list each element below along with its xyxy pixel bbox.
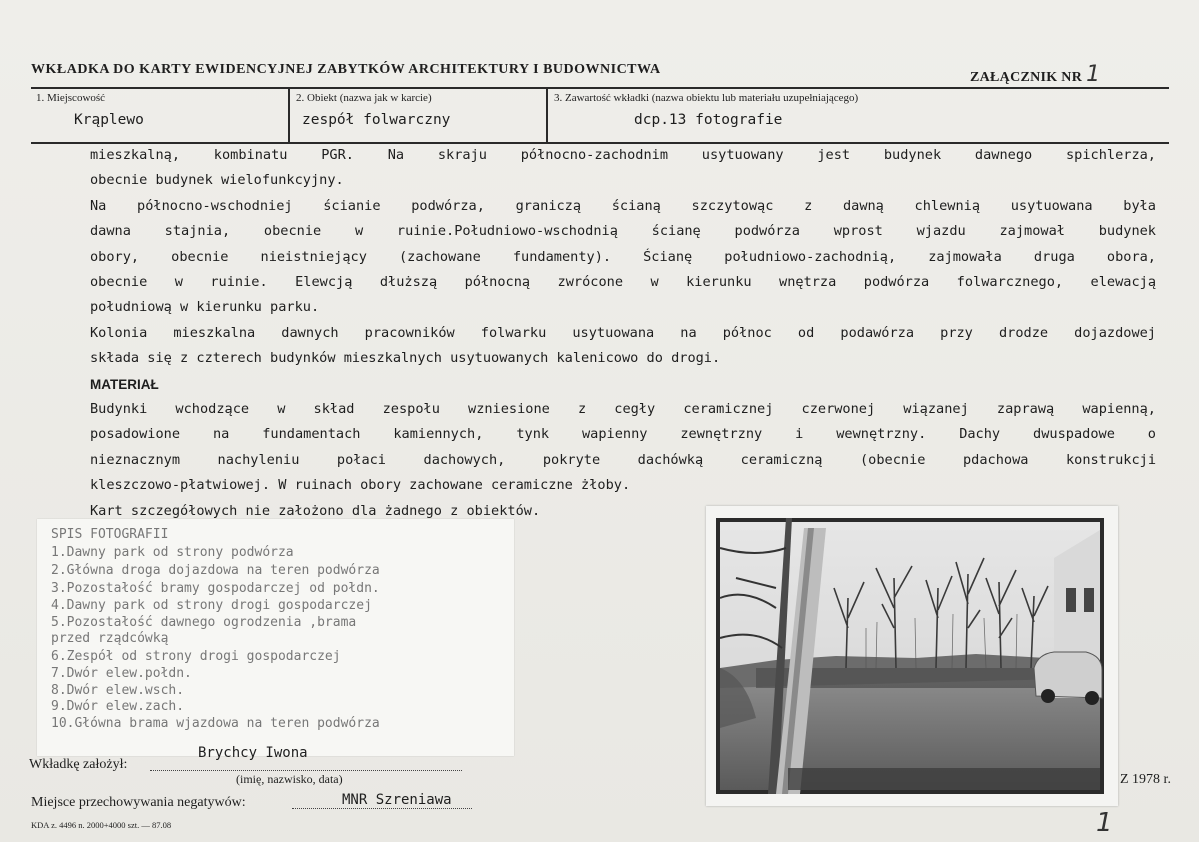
body-line: Na północno-wschodniej ścianie podwórza, graniczą ścianą szczytowąc z dawną chlewnią usytuowana była [90, 197, 1156, 214]
photo-list-slip [37, 519, 514, 756]
photo-list-item: 7.Dwór elew.połdn. [51, 666, 192, 681]
print-footer: KDA z. 4496 n. 2000+4000 szt. — 87.08 [31, 820, 172, 830]
body-line: mieszkalną, kombinatu PGR. Na skraju północno-zachodnim usytuowany jest budynek dawnego spichlerza, [90, 147, 1156, 163]
locality-value: Krąplewo [74, 112, 144, 128]
body-line: Kolonia mieszkalna dawnych pracowników folwarku usytuowana na północ od podawórza przy drodze dojazdowej [90, 324, 1156, 341]
founder-dotted-line [150, 770, 462, 771]
header-top-rule [31, 87, 1169, 89]
photo-list-item: 8.Dwór elew.wsch. [51, 683, 185, 698]
annex-number: 1 [1086, 62, 1101, 87]
cell-divider-1 [288, 87, 290, 143]
storage-label: Miejsce przechowywania negatywów: [31, 795, 246, 810]
photo-list-title: SPIS FOTOGRAFII [51, 527, 169, 542]
body-line: obecnie w ruinie. Elewcją dłuższą północną zwrócone w kierunku wnętrza podwórza folwarcznego, elewacją [90, 274, 1156, 291]
photo-list-item: 10.Główna brama wjazdowa na teren podwórza [51, 716, 380, 731]
storage-value: MNR Szreniawa [342, 792, 452, 808]
object-label: 2. Obiekt (nazwa jak w karcie) [296, 92, 432, 104]
body-line: kleszczowo-płatwiowej. W ruinach obory zachowane ceramiczne żłoby. [90, 477, 631, 494]
page-mark: 1 [1096, 808, 1113, 838]
body-line: obecnie budynek wielofunkcyjny. [90, 172, 344, 189]
founder-name: Brychcy Iwona [198, 745, 308, 761]
body-line: nieznacznym nachyleniu połaci dachowych, pokryte dachówką ceramiczną (obecnie pdachowa konstrukcji [90, 451, 1156, 468]
body-line: Kart szczegółowych nie założono dla żadnego z obiektów. [90, 502, 541, 519]
body-line: obory, obecnie nieistniejący (zachowane fundamenty). Ścianę południowo-zachodnią, zajmowała druga obora, [90, 248, 1156, 265]
founder-hint: (imię, nazwisko, data) [236, 772, 343, 786]
content-value: dcp.13 fotografie [634, 112, 783, 128]
material-heading: MATERIAŁ [90, 376, 159, 392]
founder-label: Wkładkę założył: [29, 757, 128, 772]
document-title: WKŁADKA DO KARTY EWIDENCYJNEJ ZABYTKÓW ARCHITEKTURY I BUDOWNICTWA [31, 62, 661, 77]
photo-list-item: przed rządcówką [51, 631, 169, 646]
body-line: posadowione na fundamentach kamiennych, tynk wapienny zewnętrzny i wewnętrzny. Dachy dwuspadowe o [90, 426, 1156, 443]
content-label: 3. Zawartość wkładki (nazwa obiektu lub materiału uzupełniającego) [554, 92, 859, 104]
annex-label [970, 62, 1100, 87]
photo-list-item: 6.Zespół od strony drogi gospodarczej [51, 649, 341, 664]
body-line: Budynki wchodzące w skład zespołu wzniesione z cegły ceramicznej czerwonej wiązanej zaprawą wapienną, [90, 401, 1156, 418]
photograph [706, 506, 1118, 806]
photo-list-item: 5.Pozostałość dawnego ogrodzenia ,brama [51, 615, 357, 630]
photo-list-item: 3.Pozostałość bramy gospodarczej od połdn. [51, 581, 380, 596]
photograph-image [716, 518, 1104, 794]
photo-list-item: 4.Dawny park od strony drogi gospodarczej [51, 598, 372, 613]
locality-label: 1. Miejscowość [36, 92, 106, 104]
description-text [90, 143, 1156, 524]
annex-label-text: ZAŁĄCZNIK NR [970, 70, 1083, 85]
year-label: Z 1978 r. [1120, 772, 1171, 787]
photo-list-item: 1.Dawny park od strony podwórza [51, 545, 294, 560]
photo-list-item: 2.Główna droga dojazdowa na teren podwórza [51, 563, 380, 578]
body-line: południową w kierunku parku. [90, 299, 320, 316]
cell-divider-2 [546, 87, 548, 143]
body-line: dawna stajnia, obecnie w ruinie.Południowo-wschodnią ścianę podwórza wprost wjazdu zajmował budynek [90, 223, 1156, 240]
photo-list-item: 9.Dwór elew.zach. [51, 699, 185, 714]
storage-dotted-line [292, 808, 472, 809]
body-line: składa się z czterech budynków mieszkalnych usytuowanych kalenicowo do drogi. [90, 350, 721, 367]
object-value: zespół folwarczny [302, 112, 451, 128]
